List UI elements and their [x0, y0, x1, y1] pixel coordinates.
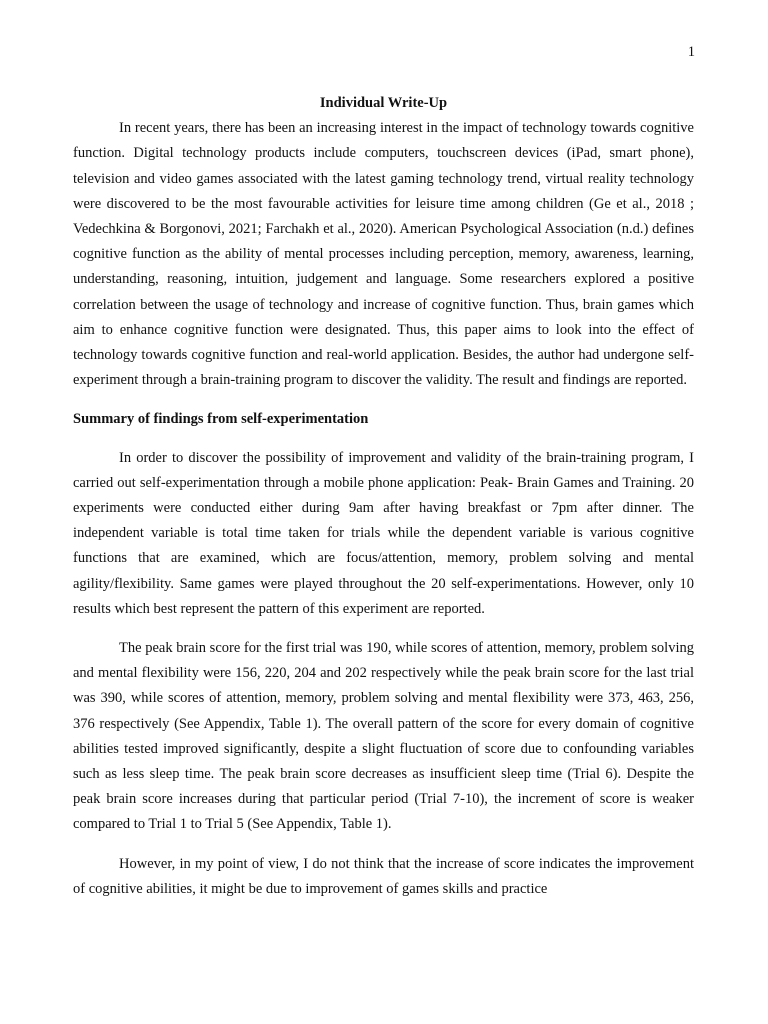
body-paragraph-2: The peak brain score for the first trial was 190, while scores of attention, memory, problem solving and mental flexibility were 156, 220, 204 and 202 respectively while the peak brain score for the last trial was 390, while scores of attention, memory, problem solving and mental flexibility were 373, 463, 256, 376 respectively (See Appendix, Table 1). The overall pattern of the score for every domain of cognitive abilities tested improved significantly, despite a slight fluctuation of score due to confounding variables such as less sleep time. The peak brain score decreases as insufficient sleep time (Trial 6). Despite the peak brain score increases during that particular period (Trial 7-10), the increment of score is weaker compared to Trial 1 to Trial 5 (See Appendix, Table 1). — [73, 640, 694, 833]
intro-paragraph: In recent years, there has been an increasing interest in the impact of technology towards cognitive function. Digital technology products include computers, touchscreen devices (iPad, smart phone), television and video games associated with the latest gaming technology trend, virtual reality technology were discovered to be the most favourable activities for leisure time among children (Ge et al., 2018 ; Vedechkina & Borgonovi, 2021; Farchakh et al., 2020). American Psychological Association (n.d.) defines cognitive function as the ability of mental processes including perception, memory, awareness, learning, understanding, reasoning, intuition, judgement and language. Some researchers explored a positive correlation between the usage of technology and increase of cognitive function. Thus, brain games which aim to enhance cognitive function were designated. Thus, this paper aims to look into the effect of technology towards cognitive function and real-world application. Besides, the author had undergone self-experiment through a brain-training program to discover the validity. The result and findings are reported. — [73, 120, 694, 389]
document-title: Individual Write-Up — [319, 95, 448, 111]
document-body — [73, 91, 694, 902]
page-number: 1 — [687, 44, 695, 60]
body-paragraph-1: In order to discover the possibility of improvement and validity of the brain-training program, I carried out self-experimentation through a mobile phone application: Peak- Brain Games and Training. 20 experiments were conducted either during 9am after having breakfast or 7pm after dinner. The independent variable is total time taken for trials while the dependent variable is various cognitive functions that are examined, which are focus/attention, memory, problem solving and mental agility/flexibility. Same games were played throughout the 20 self-experimentations. However, only 10 results which best represent the pattern of this experiment are reported. — [73, 449, 694, 617]
body-paragraph-3: However, in my point of view, I do not think that the increase of score indicates the improvement of cognitive abilities, it might be due to improvement of games skills and practice — [73, 855, 694, 897]
section-heading: Summary of findings from self-experimentation — [73, 411, 369, 428]
